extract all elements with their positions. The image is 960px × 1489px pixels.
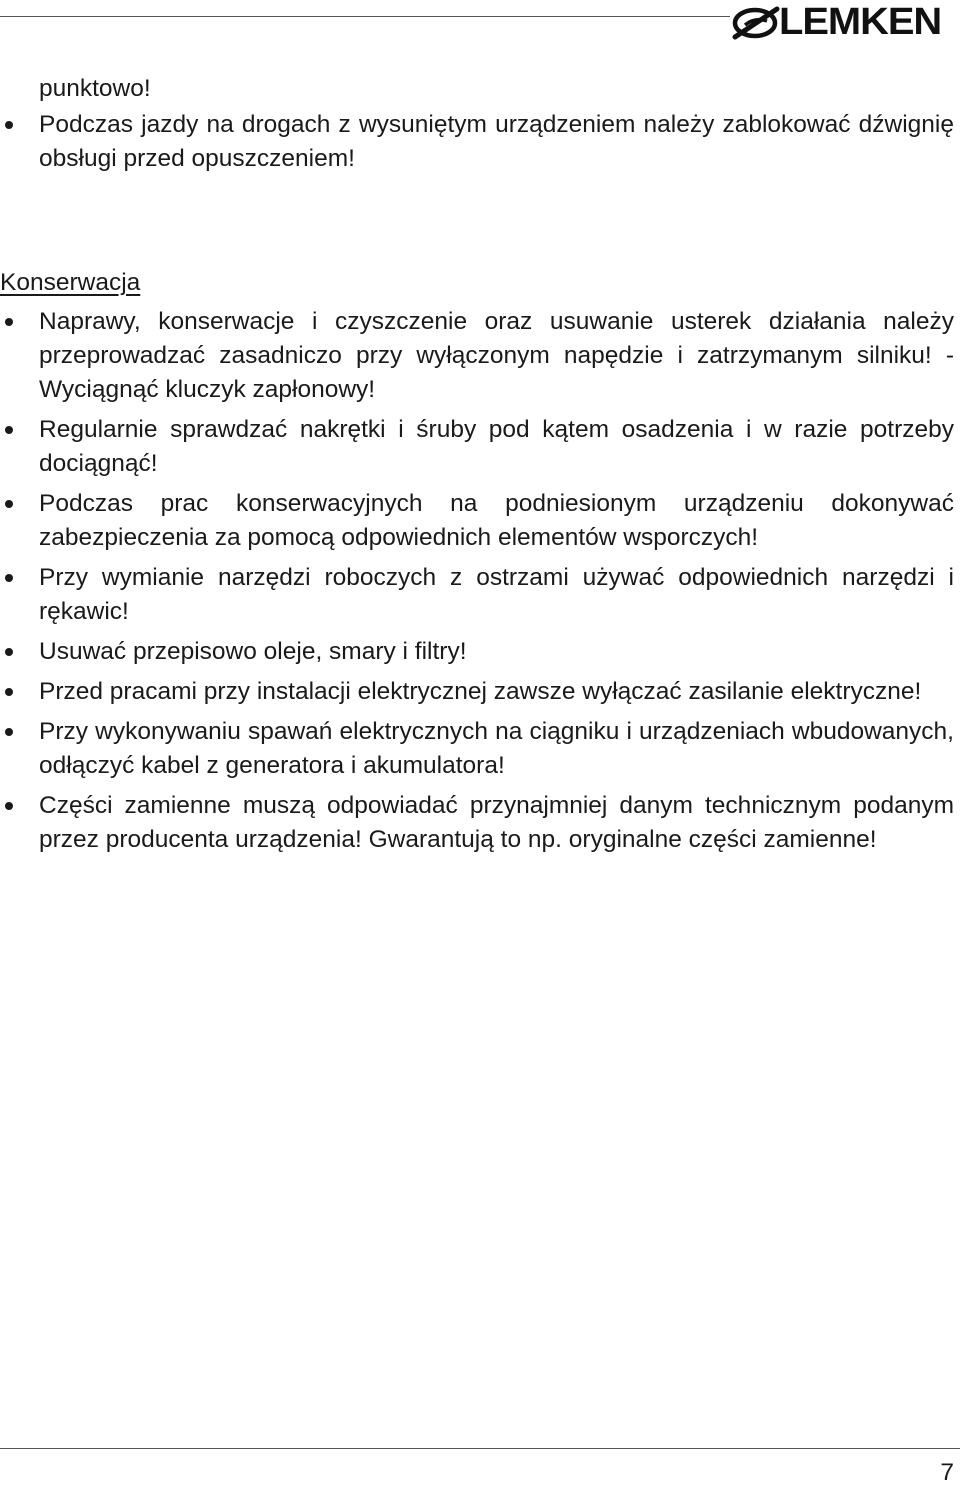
list-item-text: Podczas prac konserwacyjnych na podniesionym urządzeniu dokonywać zabezpieczenia za pomocą odpowiednich elementów wsporczych! <box>39 490 954 551</box>
list-item-text: Przy wymianie narzędzi roboczych z ostrzami używać odpowiednich narzędzi i rękawic! <box>39 564 954 625</box>
list-item <box>0 675 954 709</box>
page-content <box>0 72 954 857</box>
list-item <box>0 635 954 669</box>
list-item <box>0 305 954 407</box>
bullet-icon <box>5 802 13 810</box>
intro-bullet-list <box>0 108 954 176</box>
continued-text: punktowo! <box>39 75 151 102</box>
list-item <box>0 561 954 629</box>
list-item <box>0 715 954 783</box>
bullet-icon <box>5 318 13 326</box>
list-item-text: Regularnie sprawdzać nakrętki i śruby pod kątem osadzenia i w razie potrzeby dociągnąć! <box>39 416 954 477</box>
bullet-icon <box>5 121 13 129</box>
list-item <box>0 413 954 481</box>
list-item-text: Przy wykonywaniu spawań elektrycznych na ciągniku i urządzeniach wbudowanych, odłączyć kabel z generatora i akumulatora! <box>39 718 954 779</box>
list-item <box>0 487 954 555</box>
list-item <box>0 789 954 857</box>
list-item-text: Części zamienne muszą odpowiadać przynajmniej danym technicznym podanym przez producenta urządzenia! Gwarantują to np. oryginalne części zamienne! <box>39 792 954 853</box>
list-item-text: Usuwać przepisowo oleje, smary i filtry! <box>39 638 467 665</box>
section-title: Konserwacja <box>0 269 141 296</box>
list-item-text: Naprawy, konserwacje i czyszczenie oraz usuwanie usterek działania należy przeprowadzać zasadniczo przy wyłączonym napędzie i zatrzymanym silniku! - Wyciągnąć kluczyk zapłonowy! <box>39 308 954 403</box>
lemken-swoosh-icon <box>731 3 785 41</box>
brand-name: LEMKEN <box>779 1 942 43</box>
bullet-icon <box>5 728 13 736</box>
bullet-icon <box>5 648 13 656</box>
list-item-text: Podczas jazdy na drogach z wysuniętym urządzeniem należy zablokować dźwignię obsługi przed opuszczeniem! <box>39 111 954 172</box>
bullet-icon <box>5 574 13 582</box>
brand-logo <box>731 2 953 42</box>
page-number: 7 <box>940 1459 954 1486</box>
header-rule <box>0 16 730 17</box>
bullet-icon <box>5 426 13 434</box>
list-item-text: Przed pracami przy instalacji elektrycznej zawsze wyłączać zasilanie elektryczne! <box>39 678 922 705</box>
maintenance-bullet-list <box>0 305 954 857</box>
bullet-icon <box>5 500 13 508</box>
bullet-icon <box>5 688 13 696</box>
list-item <box>0 108 954 176</box>
footer-rule <box>0 1448 960 1449</box>
